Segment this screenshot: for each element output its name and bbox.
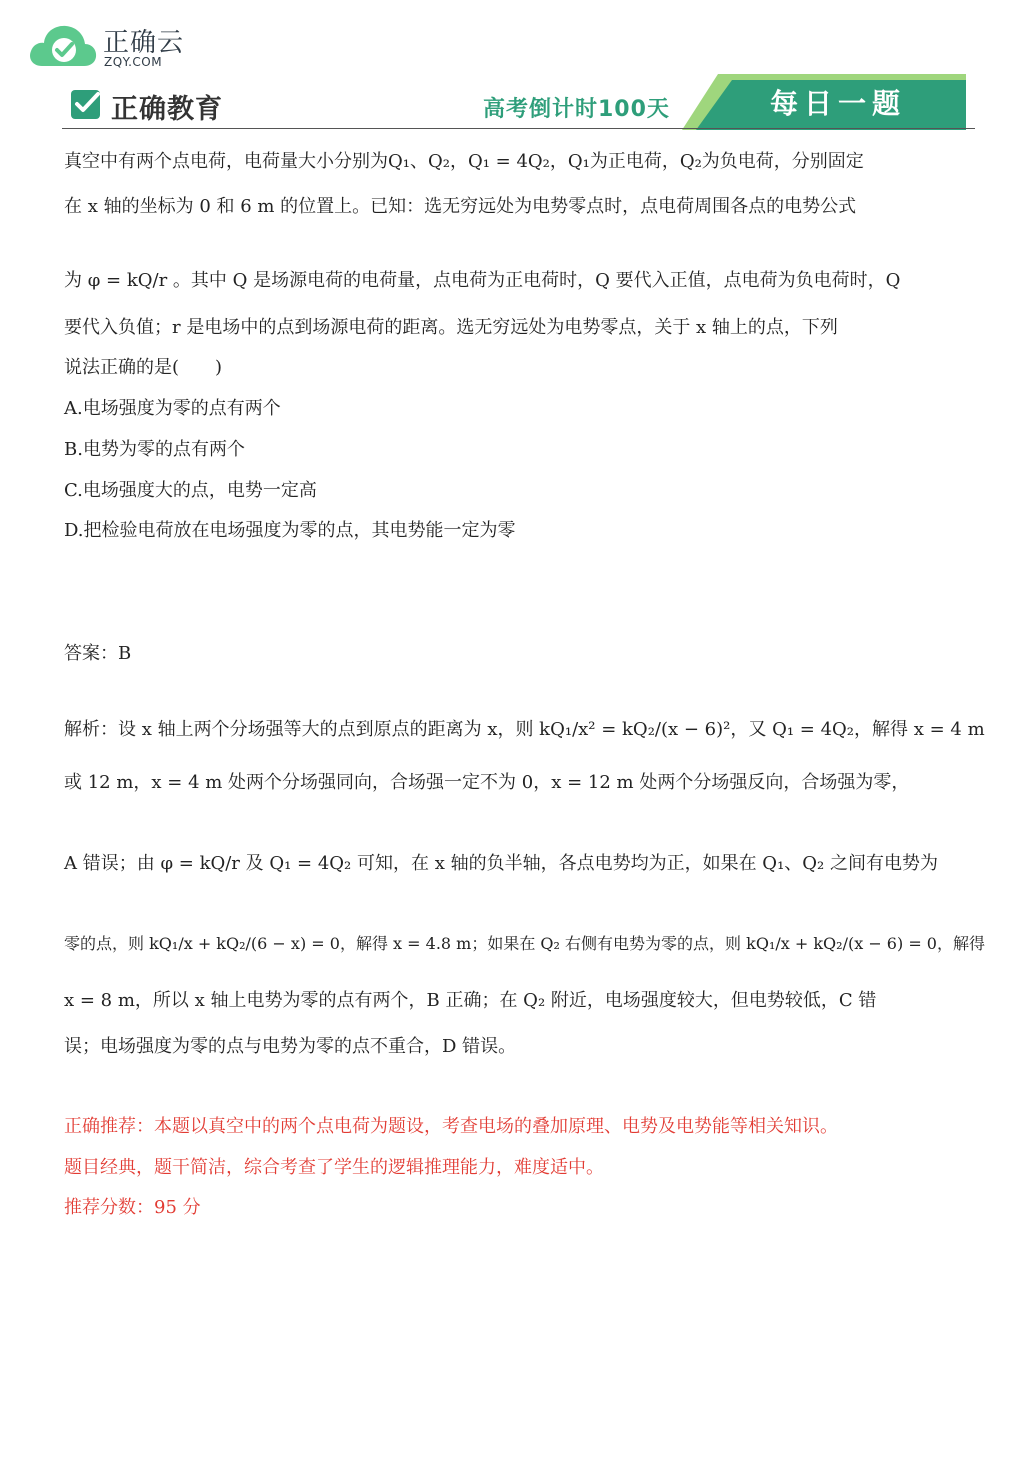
header-divider <box>62 128 975 129</box>
analysis-line-2: 或 12 m，x = 4 m 处两个分场强同向，合场强一定不为 0，x = 12 m 处两个分场强反向，合场强为零， <box>64 772 910 793</box>
edu-title: 正确教育 <box>111 94 223 125</box>
question-line-4: 要代入负值；r 是电场中的点到场源电荷的距离。选无穷远处为电势零点，关于 x 轴上的点，下列 <box>64 317 838 338</box>
recommend-line-1: 正确推荐：本题以真空中的两个点电荷为题设，考查电场的叠加原理、电势及电势能等相关知识。 <box>64 1116 838 1137</box>
cloud-logo-icon <box>28 20 98 70</box>
option-b: B.电势为零的点有两个 <box>64 439 245 460</box>
brand-name-en: ZQY.COM <box>104 55 163 69</box>
analysis-line-5: x = 8 m，所以 x 轴上电势为零的点有两个，B 正确；在 Q₂ 附近，电场强度较大，但电势较低，C 错 <box>64 990 877 1011</box>
countdown-label: 高考倒计时100天 <box>483 97 670 122</box>
option-d: D.把检验电荷放在电场强度为零的点，其电势能一定为零 <box>64 520 516 541</box>
question-line-5: 说法正确的是( ) <box>64 357 223 378</box>
answer: 答案：B <box>64 643 132 664</box>
recommend-line-2: 题目经典，题干简洁，综合考查了学生的逻辑推理能力，难度适中。 <box>64 1157 604 1178</box>
question-line-1: 真空中有两个点电荷，电荷量大小分别为Q₁、Q₂，Q₁ = 4Q₂，Q₁为正电荷，Q₂为负电荷，分别固定 <box>64 151 864 172</box>
analysis-line-6: 误；电场强度为零的点与电势为零的点不重合，D 错误。 <box>64 1036 517 1057</box>
question-line-3: 为 φ = kQ/r 。其中 Q 是场源电荷的电荷量，点电荷为正电荷时，Q 要代入正值，点电荷为负电荷时，Q <box>64 270 901 291</box>
analysis-line-1: 解析：设 x 轴上两个分场强等大的点到原点的距离为 x，则 kQ₁/x² = kQ₂/(x − 6)²，又 Q₁ = 4Q₂，解得 x = 4 m <box>64 719 985 740</box>
question-line-2: 在 x 轴的坐标为 0 和 6 m 的位置上。已知：选无穷远处为电势零点时，点电荷周围各点的电势公式 <box>64 196 857 217</box>
option-a: A.电场强度为零的点有两个 <box>64 398 281 419</box>
banner-title: 每日一题 <box>770 87 907 120</box>
checkmark-icon <box>70 88 102 120</box>
brand-name-cn: 正确云 <box>103 28 185 58</box>
analysis-line-4: 零的点，则 kQ₁/x + kQ₂/(6 − x) = 0，解得 x = 4.8 m；如果在 Q₂ 右侧有电势为零的点，则 kQ₁/x + kQ₂/(x − 6) = 0，解得 <box>64 934 985 953</box>
analysis-line-3: A 错误；由 φ = kQ/r 及 Q₁ = 4Q₂ 可知，在 x 轴的负半轴，各点电势均为正，如果在 Q₁、Q₂ 之间有电势为 <box>64 853 938 874</box>
recommend-score: 推荐分数：95 分 <box>64 1197 201 1218</box>
option-c: C.电场强度大的点，电势一定高 <box>64 480 317 501</box>
